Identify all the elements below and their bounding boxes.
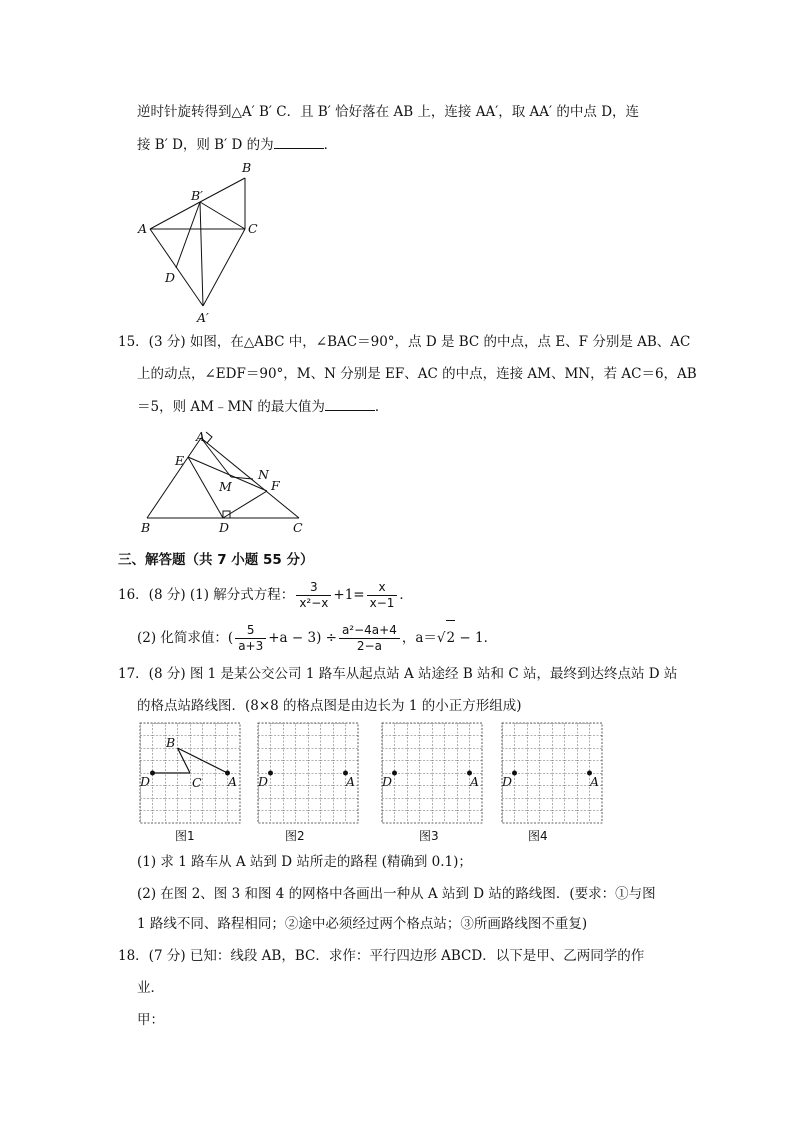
q14-figure	[135, 158, 270, 328]
q14-line2	[137, 134, 337, 155]
label-C: C	[293, 520, 303, 535]
q17-sub1: (1) 求 1 路车从 A 站到 D 站所走的路程 (精确到 0.1)；	[137, 854, 472, 870]
fraction-quad-over	[339, 623, 400, 654]
seg-e-d	[188, 457, 223, 518]
label-N: N	[258, 467, 269, 482]
label-A: A	[196, 429, 206, 444]
label-Bprime: B′	[191, 188, 204, 203]
fraction-x-over	[367, 580, 398, 611]
q15-line2: 上的动点，∠EDF＝90°，M、N 分别是 EF、AC 的中点，连接 AM、MN，若 AC＝6，AB	[137, 366, 697, 382]
answer-blank	[325, 396, 375, 411]
q15-line1: 15．(3 分) 如图，在△ABC 中，∠BAC＝90°，点 D 是 BC 的中点，点 E、F 分别是 AB、AC	[118, 334, 691, 350]
section-heading: 三、解答题（共 7 小题 55 分）	[118, 552, 314, 568]
q17-sub2-line1: (2) 在图 2、图 3 和图 4 的网格中各画出一种从 A 站到 D 站的路线图．(要求：①与图	[137, 886, 656, 902]
label-B: B	[141, 520, 151, 535]
frac-num: x	[367, 580, 398, 596]
label-E: E	[175, 453, 185, 468]
q16-p2-mid: +a − 3) ÷	[268, 630, 337, 646]
seg-bprime-b	[200, 178, 245, 202]
seg-bprime-c	[200, 202, 245, 229]
seg-bprime-d	[176, 202, 200, 268]
seg-a-m	[201, 438, 231, 477]
seg-b-a	[147, 438, 201, 518]
station-dot	[512, 771, 517, 776]
label-A: A	[138, 221, 148, 236]
answer-blank	[274, 134, 324, 149]
label-C: C	[192, 775, 202, 790]
label-C: C	[248, 221, 258, 236]
label-D: D	[502, 774, 513, 789]
fraction-3-over	[296, 580, 331, 611]
q14-line2-text: 接 B′ D，则 B′ D 的为	[137, 137, 274, 153]
caption-fig3: 图3	[419, 829, 439, 843]
label-A: A	[346, 774, 356, 789]
q16-p2-a: ，a＝	[401, 630, 437, 646]
caption-fig1: 图1	[175, 829, 195, 843]
grid-figure-1	[139, 723, 240, 823]
frac-num: 3	[296, 580, 331, 596]
seg-a-bprime	[150, 202, 200, 229]
frac-num: 5	[235, 623, 266, 639]
label-D: D	[165, 270, 176, 285]
station-dot	[150, 771, 155, 776]
frac-num: a²−4a+4	[339, 623, 400, 639]
q15-line3	[137, 396, 388, 417]
q17-line1: 17．(8 分) 图 1 是某公交公司 1 路车从起点站 A 站途经 B 站和 C 站，最终到达终点站 D 站	[118, 666, 678, 682]
q16-end: ．	[399, 587, 413, 603]
label-D: D	[382, 774, 393, 789]
sqrt-radicand: 2	[446, 620, 456, 655]
label-A: A	[470, 774, 480, 789]
grid-figure-2	[257, 723, 358, 823]
label-B: B	[242, 160, 252, 175]
label-D: D	[258, 774, 269, 789]
caption-fig4: 图4	[528, 829, 548, 843]
station-dot	[392, 771, 397, 776]
q16-line1	[118, 578, 413, 612]
q16-prefix: 16．(8 分) (1) 解分式方程：	[118, 587, 295, 603]
q18-line1: 18．(7 分) 已知：线段 AB，BC．求作：平行四边形 ABCD．以下是甲、乙两同学的作	[118, 948, 645, 964]
grid-figure-4	[501, 723, 602, 823]
q17-line2: 的格点站路线图．(8×8 的格点图是由边长为 1 的小正方形组成)	[137, 698, 522, 714]
frac-den: 2−a	[356, 639, 382, 653]
q14-line2-end: ．	[323, 137, 338, 153]
frac-den: x−1	[369, 596, 395, 610]
q15-figure	[135, 428, 310, 538]
q16-line2: (2) 化简求值：( $\frac{5}{a+3}$ +a − 3) ÷ $\frac{\text{a²−4a+4}}{2-a}$ ，a＝√2 − 1．	[137, 620, 497, 655]
seg-c-aprime	[203, 229, 245, 306]
label-M: M	[219, 479, 232, 494]
label-Aprime: A′	[197, 310, 209, 325]
label-D: D	[140, 774, 151, 789]
q15-line3-text: ＝5，则 AM﹣MN 的最大值为	[137, 399, 325, 415]
station-dot	[268, 771, 273, 776]
label-A: A	[590, 774, 600, 789]
frac-den: a+3	[238, 639, 264, 653]
q15-line3-end: ．	[374, 399, 389, 415]
q17-grids	[130, 718, 610, 846]
q16-p2-prefix: (2) 化简求值：(	[137, 630, 234, 646]
q18-line3: 甲：	[137, 1012, 164, 1028]
q17-sub2-line2: 1 路线不同、路程相同；②途中必须经过两个格点站；③所画路线图不重复)	[137, 916, 588, 932]
label-D: D	[219, 520, 230, 535]
q14-line1: 逆时针旋转得到△A′ B′ C．且 B′ 恰好落在 AB 上，连接 AA′，取 AA′ 的中点 D，连	[137, 104, 640, 120]
fraction-5-over	[235, 623, 266, 654]
q16-mid: +1=	[333, 587, 365, 603]
seg-bprime-aprime	[200, 202, 203, 306]
label-F: F	[271, 478, 280, 493]
label-B: B	[166, 735, 176, 750]
grid-figure-3	[381, 723, 482, 823]
label-A: A	[228, 774, 238, 789]
frac-den: x²−x	[299, 596, 329, 610]
q16-p2-end: − 1．	[455, 630, 498, 646]
q18-line2: 业．	[137, 980, 164, 996]
caption-fig2: 图2	[285, 829, 305, 843]
